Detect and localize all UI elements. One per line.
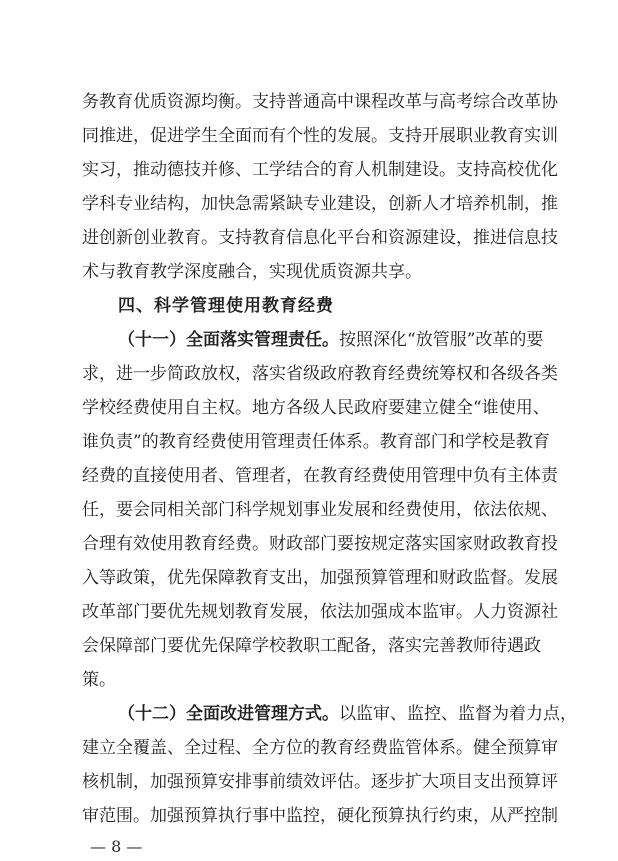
paragraph-text: 以监审、监控、监督为着力点，: [339, 704, 577, 724]
paragraph-line: 学校经费使用自主权。地方各级人民政府要建立健全“谁使用、: [82, 398, 550, 418]
paragraph-line: 审范围。加强预算执行事中监控，硬化预算执行约束，从严控制: [82, 806, 558, 826]
paragraph-line: 学科专业结构，加快急需紧缺专业建设，创新人才培养机制，推: [82, 194, 558, 214]
paragraph-line: 会保障部门要优先保障学校教职工配备，落实完善教师待遇政: [82, 636, 541, 656]
paragraph-line: 建立全覆盖、全过程、全方位的教育经费监管体系。健全预算审: [82, 738, 558, 758]
paragraph-line: 经费的直接使用者、管理者，在教育经费使用管理中负有主体责: [82, 466, 558, 486]
paragraph-first-line: [118, 702, 577, 726]
paragraph-line: 改革部门要优先规划教育发展，依法加强成本监审。人力资源社: [82, 602, 558, 622]
section-heading: 四、科学管理使用教育经费: [118, 296, 334, 316]
paragraph-line: 核机制，加强预算安排事前绩效评估。逐步扩大项目支出预算评: [82, 772, 558, 792]
page-number: — 8 —: [90, 837, 143, 856]
paragraph-head: （十二）全面改进管理方式。: [118, 704, 339, 724]
paragraph-first-line: [118, 328, 544, 352]
paragraph-line: 求，进一步简政放权，落实省级政府教育经费统筹权和各级各类: [82, 364, 558, 384]
paragraph-line: 进创新创业教育。支持教育信息化平台和资源建设，推进信息技: [82, 228, 558, 248]
paragraph-line: 同推进，促进学生全面而有个性的发展。支持开展职业教育实训: [82, 126, 558, 146]
paragraph-line: 合理有效使用教育经费。财政部门要按规定落实国家财政教育投: [82, 534, 558, 554]
paragraph-head: （十一）全面落实管理责任。: [118, 330, 339, 350]
paragraph-line: 实习，推动德技并修、工学结合的育人机制建设。支持高校优化: [82, 160, 558, 180]
paragraph-line: 务教育优质资源均衡。支持普通高中课程改革与高考综合改革协: [82, 92, 558, 112]
paragraph-line: 策。: [82, 670, 116, 690]
paragraph-text: 按照深化“放管服”改革的要: [339, 330, 544, 350]
paragraph-line: 谁负责”的教育经费使用管理责任体系。教育部门和学校是教育: [82, 432, 550, 452]
paragraph-line: 入等政策，优先保障教育支出，加强预算管理和财政监督。发展: [82, 568, 558, 588]
paragraph-line: 术与教育教学深度融合，实现优质资源共享。: [82, 262, 422, 282]
paragraph-line: 任，要会同相关部门科学规划事业发展和经费使用，依法依规、: [82, 500, 558, 520]
